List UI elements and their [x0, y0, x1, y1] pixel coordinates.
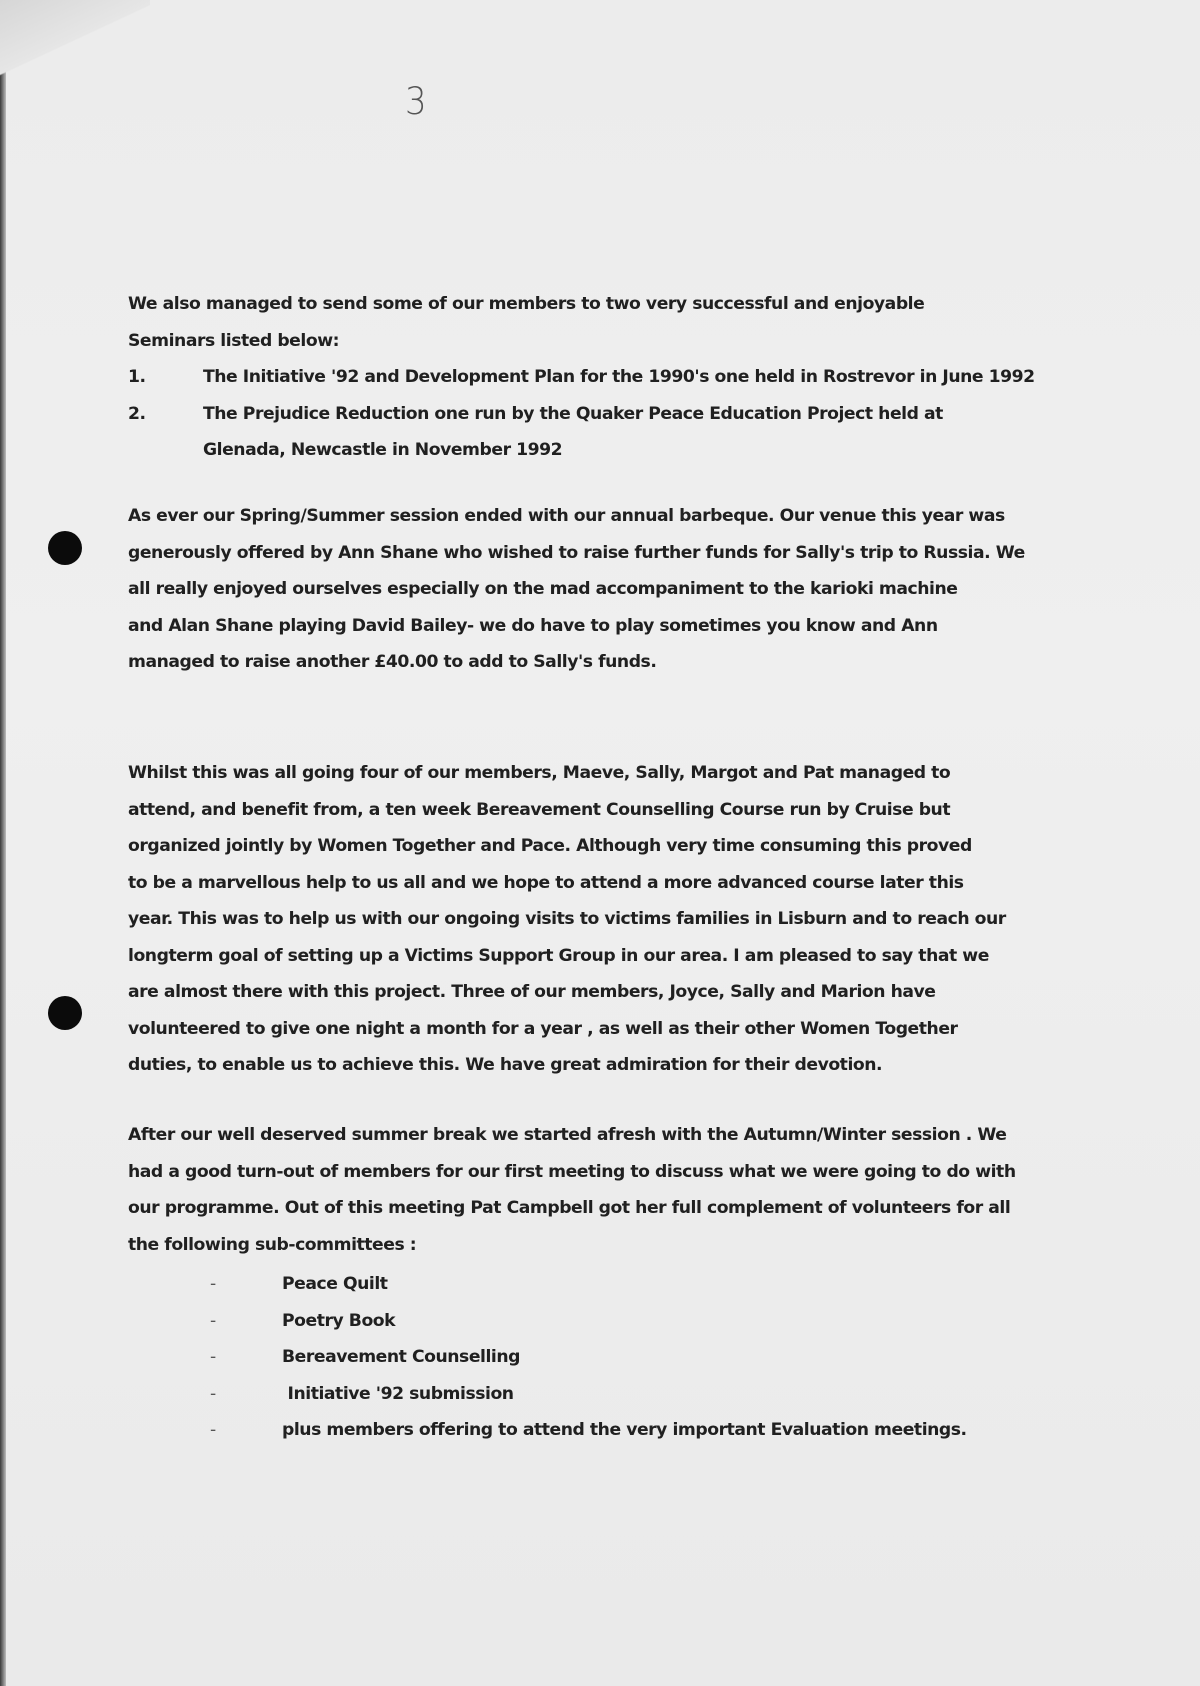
- item-text: The Prejudice Reduction one run by the Quaker Peace Education Project held at: [203, 403, 943, 424]
- text-line: organized jointly by Women Together and Pace. Although very time consuming this proved: [128, 836, 972, 856]
- text-line: managed to raise another £40.00 to add to Sally's funds.: [128, 652, 657, 672]
- list-item-text: Bereavement Counselling: [282, 1347, 520, 1367]
- text-line: After our well deserved summer break we started afresh with the Autumn/Winter session . We: [128, 1125, 1007, 1145]
- text-line: Seminars listed below:: [128, 330, 340, 351]
- list-item: [210, 1412, 967, 1449]
- sub-committee-list: [210, 1266, 967, 1449]
- text-line: We also managed to send some of our members to two very successful and enjoyable: [128, 294, 925, 314]
- list-item-text: Poetry Book: [282, 1310, 396, 1331]
- counselling-paragraph: [128, 755, 1006, 1084]
- text-line: year. This was to help us with our ongoing visits to victims families in Lisburn and to reach our: [128, 909, 1006, 929]
- list-item-text: Initiative '92 submission: [282, 1383, 514, 1404]
- text-line: our programme. Out of this meeting Pat Campbell got her full complement of volunteers for all: [128, 1198, 1011, 1218]
- list-item: [210, 1303, 967, 1340]
- text-line: As ever our Spring/Summer session ended with our annual barbeque. Our venue this year was: [128, 506, 1005, 526]
- item-number: 2.: [128, 403, 146, 424]
- punch-hole-icon: [48, 531, 82, 565]
- text-line: had a good turn-out of members for our first meeting to discuss what we were going to do with: [128, 1161, 1016, 1182]
- folded-corner: [0, 0, 150, 95]
- text-line: attend, and benefit from, a ten week Bereavement Counselling Course run by Cruise but: [128, 799, 951, 820]
- text-line: Whilst this was all going four of our members, Maeve, Sally, Margot and Pat managed to: [128, 763, 951, 783]
- item-text: Glenada, Newcastle in November 1992: [203, 440, 563, 460]
- dash-bullet: -: [210, 1420, 216, 1440]
- numbered-item: [128, 359, 1035, 396]
- dash-bullet: -: [210, 1274, 216, 1294]
- scan-edge: [0, 0, 6, 1686]
- item-text: The Initiative '92 and Development Plan for the 1990's one held in Rostrevor in June 1992: [203, 367, 1035, 387]
- text-line: all really enjoyed ourselves especially on the mad accompaniment to the karioki machine: [128, 579, 958, 599]
- list-item: [210, 1339, 967, 1376]
- page-number: 3: [405, 80, 427, 124]
- text-line: duties, to enable us to achieve this. We have great admiration for their devotion.: [128, 1055, 883, 1075]
- text-line: are almost there with this project. Three of our members, Joyce, Sally and Marion have: [128, 982, 936, 1002]
- list-item-text: plus members offering to attend the very important Evaluation meetings.: [282, 1420, 967, 1440]
- numbered-item: [128, 396, 1035, 433]
- text-line: volunteered to give one night a month for a year , as well as their other Women Together: [128, 1018, 958, 1039]
- list-item: [210, 1266, 967, 1303]
- punch-hole-icon: [48, 996, 82, 1030]
- list-item: [210, 1376, 967, 1413]
- text-line: longterm goal of setting up a Victims Support Group in our area. I am pleased to say that we: [128, 945, 989, 966]
- seminars-paragraph: [128, 286, 1035, 469]
- barbeque-paragraph: [128, 498, 1025, 681]
- item-number: 1.: [128, 367, 146, 387]
- text-line: the following sub-committees :: [128, 1234, 417, 1255]
- dash-bullet: -: [210, 1310, 216, 1331]
- text-line: and Alan Shane playing David Bailey- we do have to play sometimes you know and Ann: [128, 615, 938, 636]
- list-item-text: Peace Quilt: [282, 1274, 388, 1294]
- dash-bullet: -: [210, 1383, 216, 1404]
- text-line: generously offered by Ann Shane who wished to raise further funds for Sally's trip to Russia. We: [128, 542, 1025, 563]
- autumn-paragraph: [128, 1117, 1016, 1263]
- dash-bullet: -: [210, 1347, 216, 1367]
- text-line: to be a marvellous help to us all and we hope to attend a more advanced course later this: [128, 872, 964, 893]
